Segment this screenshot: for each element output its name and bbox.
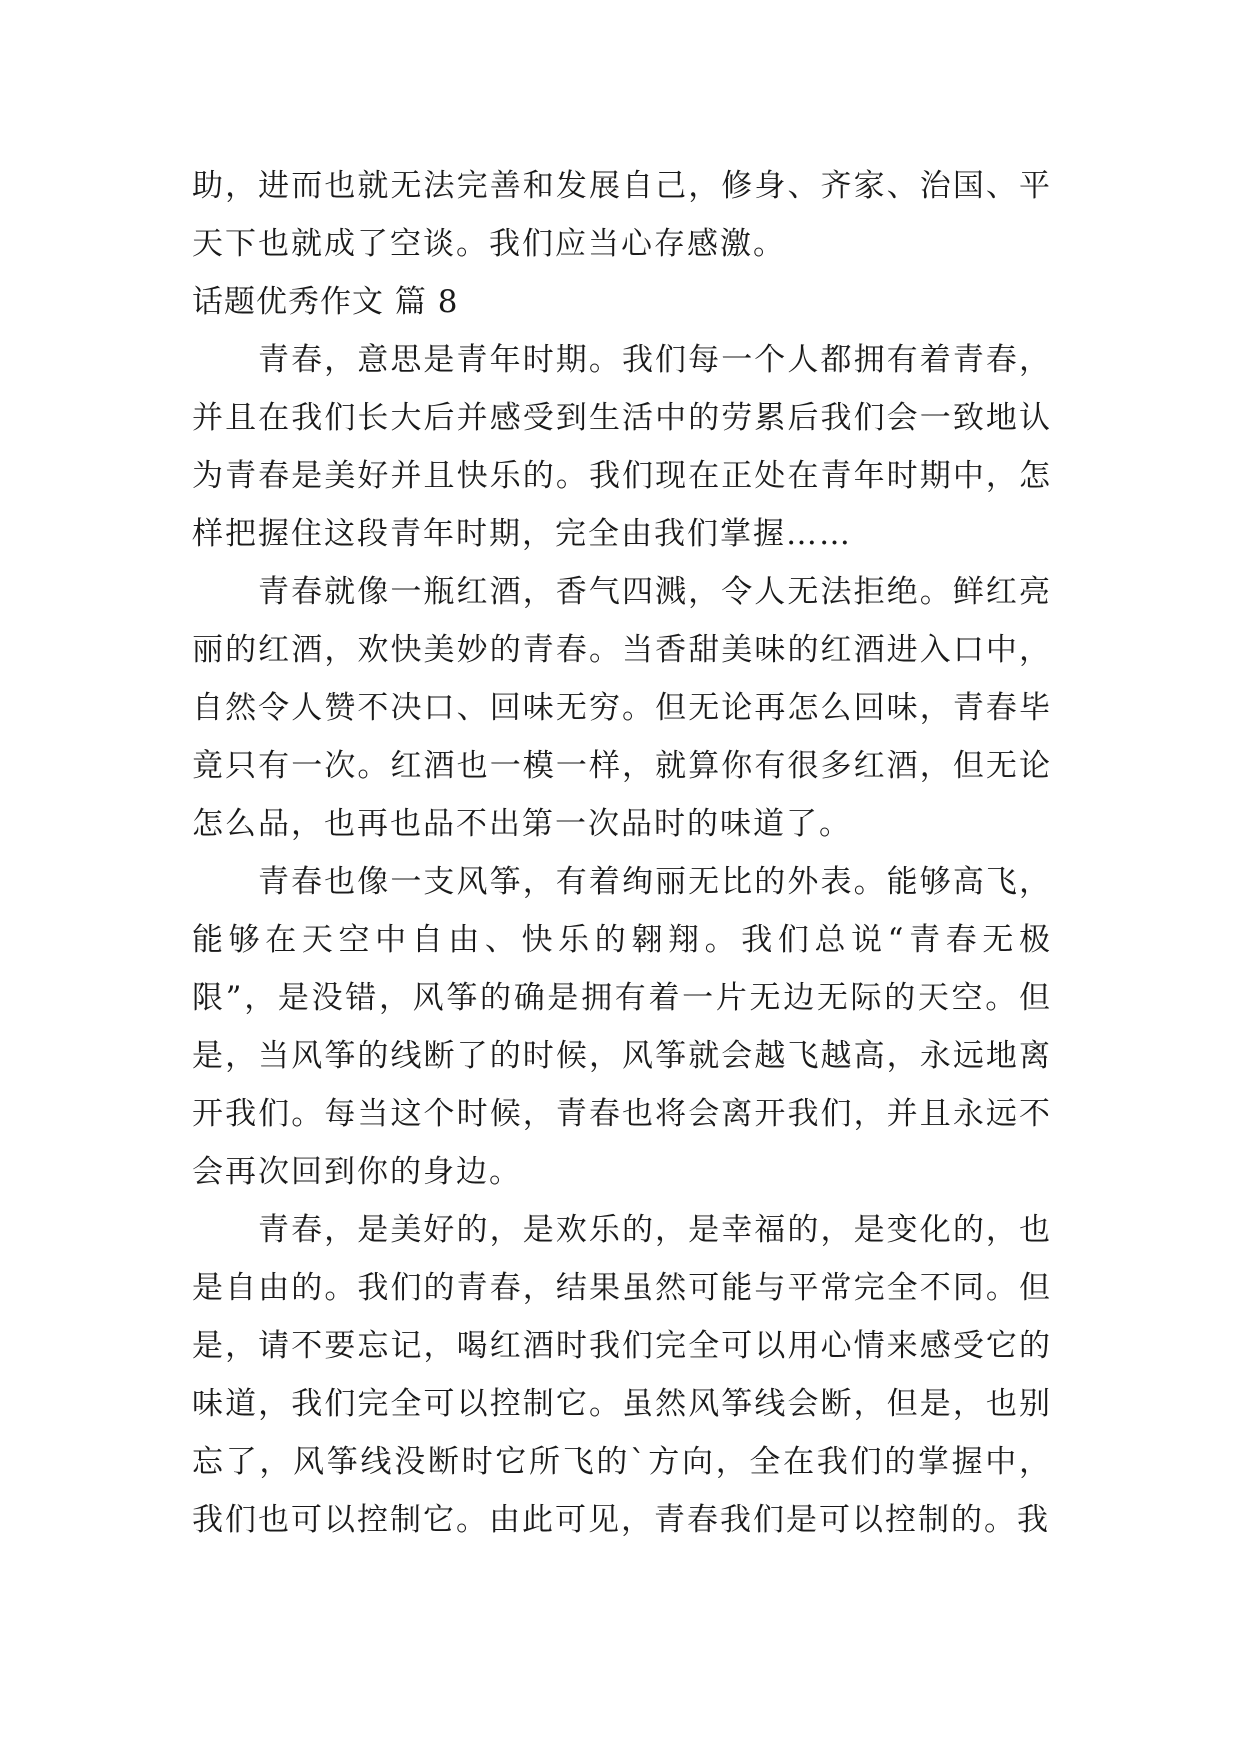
body-paragraph: 青春也像一支风筝，有着绚丽无比的外表。能够高飞，能够在天空中自由、快乐的翱翔。我们总说“青春无极限”，是没错，风筝的确是拥有着一片无边无际的天空。但是，当风筝的线断了的时候，风筝就会越飞越高，永远地离开我们。每当这个时候，青春也将会离开我们，并且永远不会再次回到你的身边。 xyxy=(192,864,1052,1190)
section-heading: 话题优秀作文 篇 8 xyxy=(192,284,459,320)
document-body xyxy=(192,157,1052,1549)
body-paragraph: 青春，是美好的，是欢乐的，是幸福的，是变化的，也是自由的。我们的青春，结果虽然可能与平常完全不同。但是，请不要忘记，喝红酒时我们完全可以用心情来感受它的味道，我们完全可以控制它。虽然风筝线会断，但是，也别忘了，风筝线没断时它所飞的`方向，全在我们的掌握中，我们也可以控制它。由此可见，青春我们是可以控制的。我 xyxy=(192,1212,1052,1538)
body-paragraph: 青春，意思是青年时期。我们每一个人都拥有着青春，并且在我们长大后并感受到生活中的劳累后我们会一致地认为青春是美好并且快乐的。我们现在正处在青年时期中，怎样把握住这段青年时期，完全由我们掌握…… xyxy=(192,342,1052,552)
body-paragraph: 青春就像一瓶红酒，香气四溅，令人无法拒绝。鲜红亮丽的红酒，欢快美妙的青春。当香甜美味的红酒进入口中，自然令人赞不决口、回味无穷。但无论再怎么回味，青春毕竟只有一次。红酒也一模一样，就算你有很多红酒，但无论怎么品，也再也品不出第一次品时的味道了。 xyxy=(192,574,1052,842)
continuation-paragraph: 助，进而也就无法完善和发展自己，修身、齐家、治国、平天下也就成了空谈。我们应当心存感激。 xyxy=(192,168,1052,262)
